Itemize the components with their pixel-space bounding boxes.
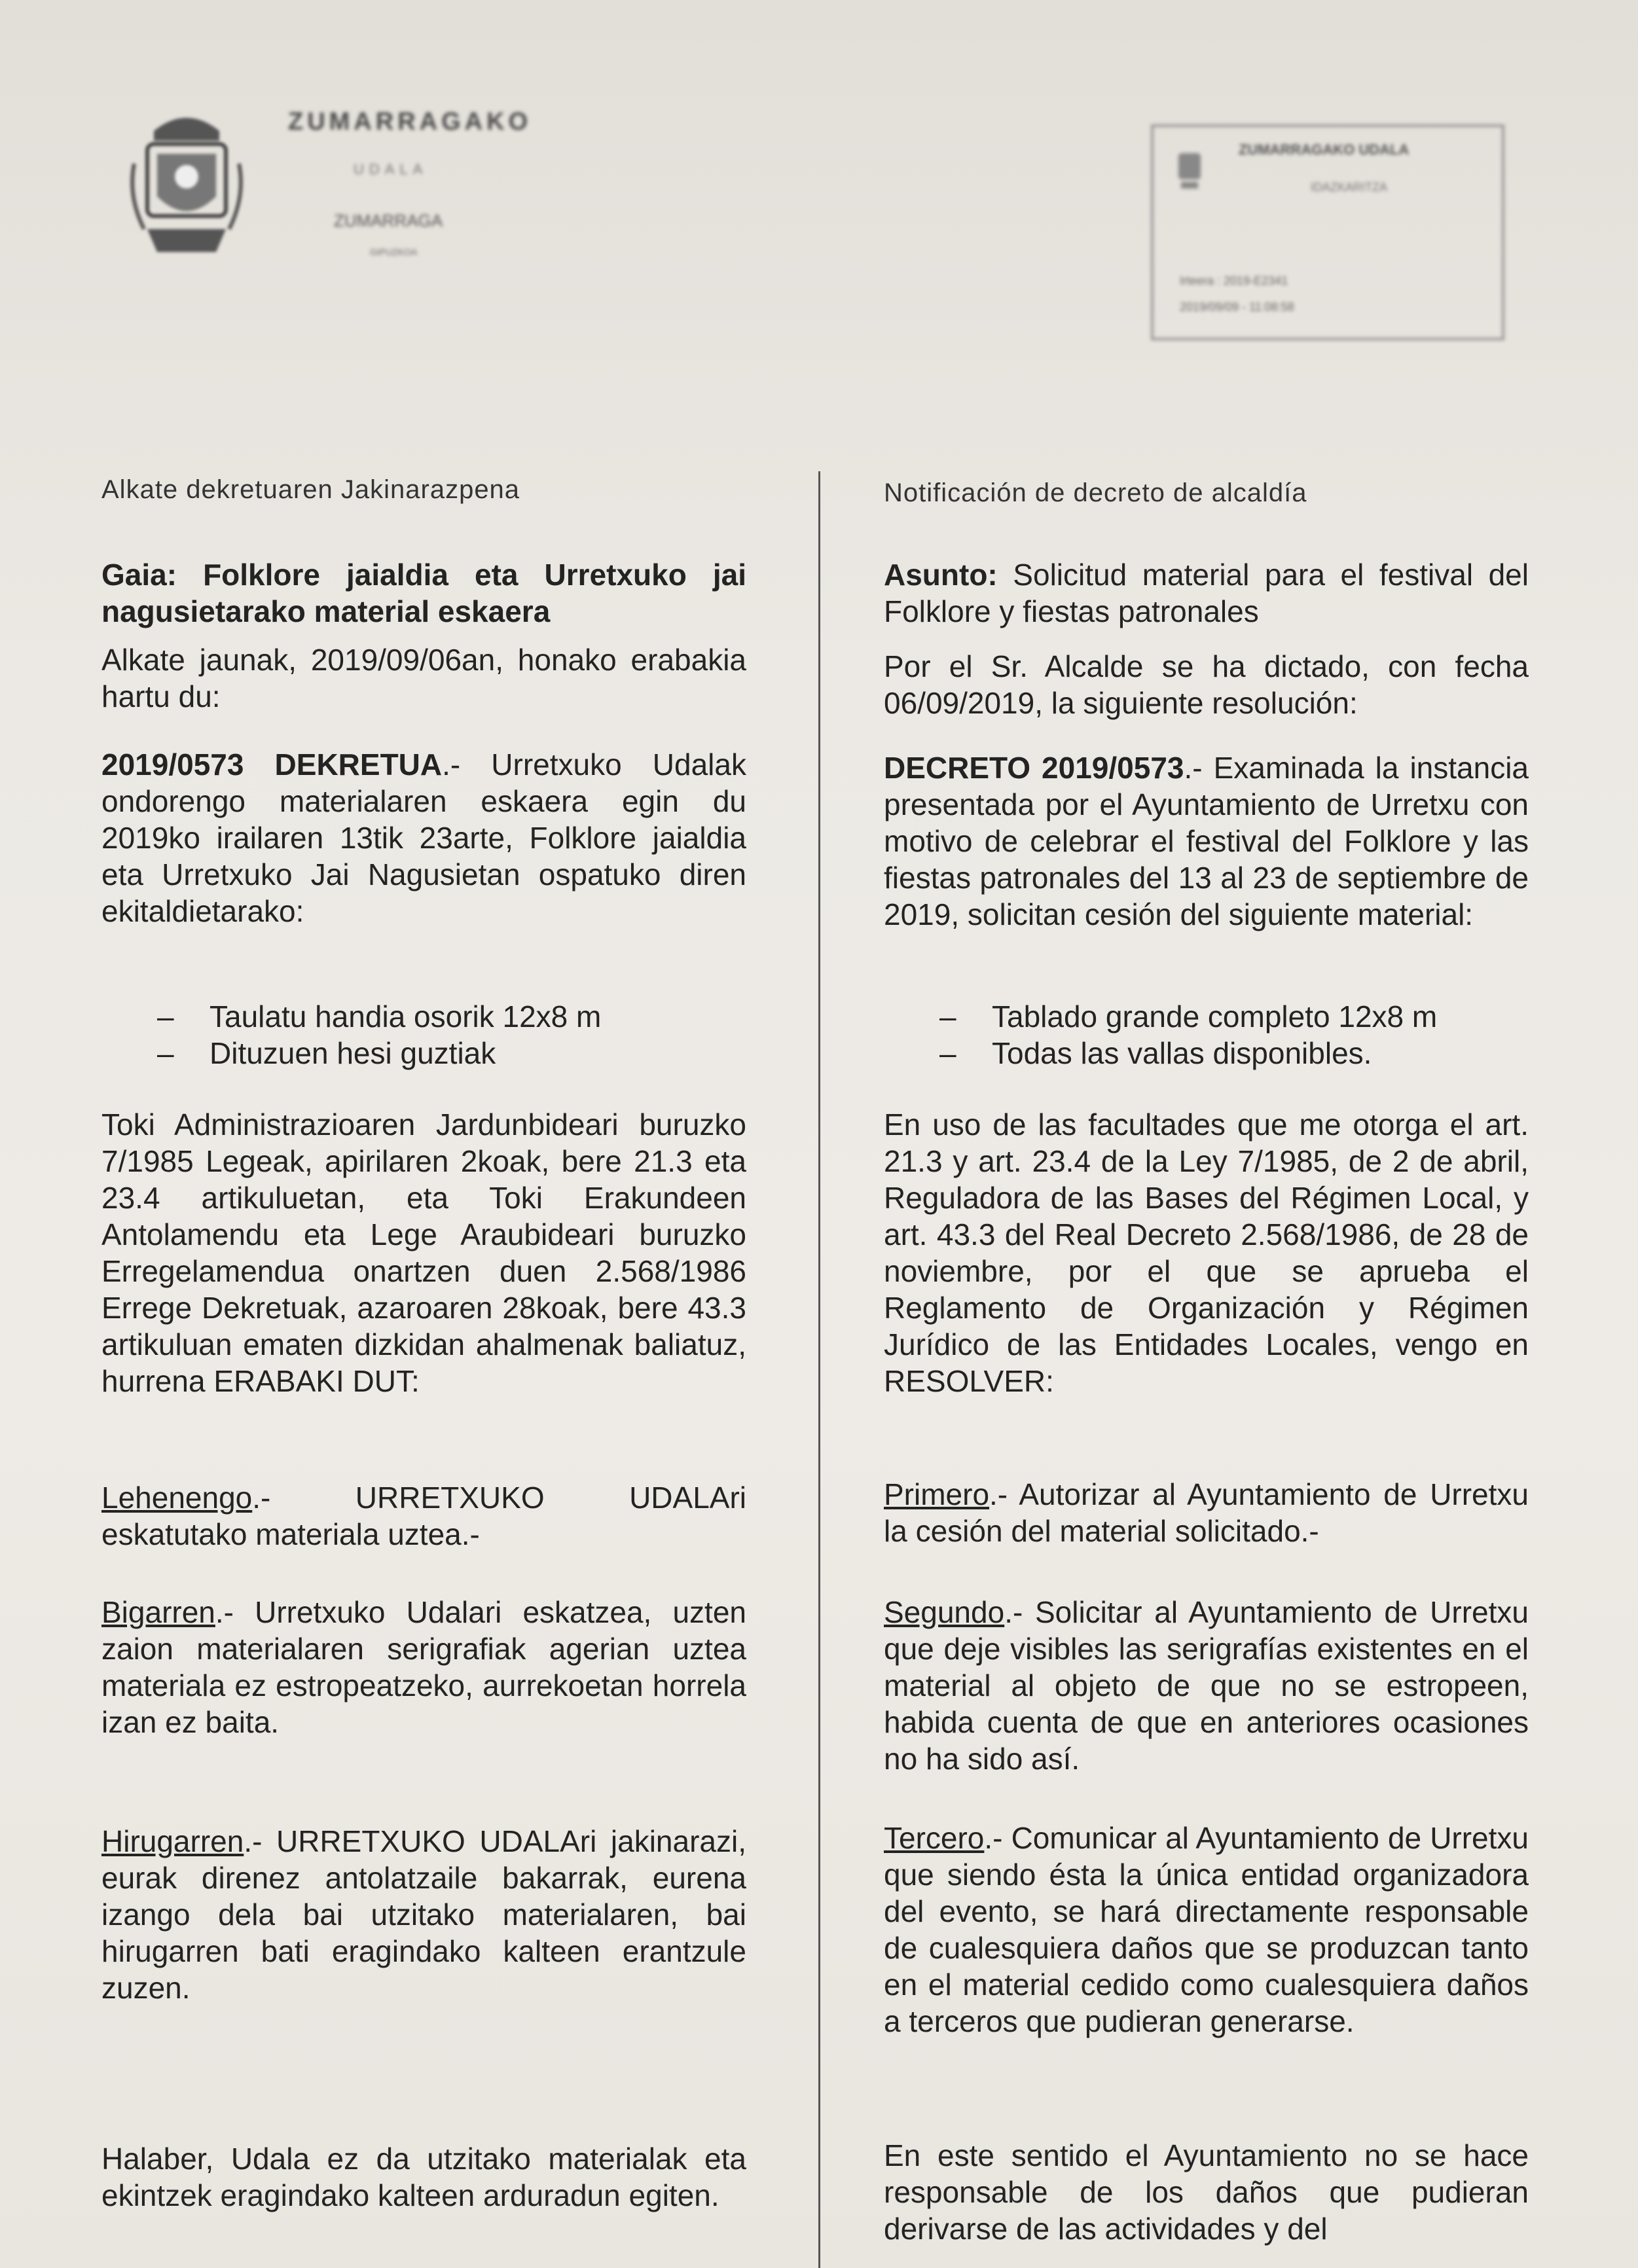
right-heading: Notificación de decreto de alcaldía bbox=[884, 478, 1307, 507]
left-first-text: .- URRETXUKO UDALAri eskatutako materiala uztea.- bbox=[101, 1481, 746, 1551]
municipality-udala: UDALA bbox=[354, 161, 428, 177]
right-decree-text: .- Examinada la instancia presentada por el Ayuntamiento de Urretxu con motivo de celebrar el festival del Folklore y las fiestas patronales del 13 al 23 de septiembre de 2019, solicitan cesión del siguiente material: bbox=[884, 751, 1529, 931]
left-first-resolution bbox=[101, 1479, 746, 1553]
left-decree-text: .- Urretxuko Udalak ondorengo materialaren eskaera egin du 2019ko irailaren 13tik 23arte, Folklore jaialdia eta Urretxuko Jai Nagusietan ospatuko diren ekitaldietarako: bbox=[101, 747, 746, 928]
right-second-label: Segundo bbox=[884, 1595, 1005, 1629]
municipality-town: ZUMARRAGA bbox=[334, 211, 443, 230]
left-intro: Alkate jaunak, 2019/09/06an, honako erabakia hartu du: bbox=[101, 643, 746, 713]
left-closing: Halaber, Udala ez da utzitako materialak eta ekintzek eragindako kalteen arduradun egiten. bbox=[101, 2142, 746, 2212]
column-divider bbox=[818, 471, 820, 2268]
right-subject-text: Solicitud material para el festival del Folklore y fiestas patronales bbox=[884, 558, 1529, 628]
stamp-entry-number: Irteera : 2019-E2341 bbox=[1180, 274, 1288, 287]
right-subject-label: Asunto: bbox=[884, 558, 998, 592]
left-first-label: Lehenengo bbox=[101, 1481, 253, 1515]
stamp-subtitle: IDAZKARITZA bbox=[1311, 181, 1388, 194]
list-item: – Taulatu handia osorik 12x8 m bbox=[157, 998, 746, 1035]
list-item: – Tablado grande completo 12x8 m bbox=[939, 998, 1529, 1035]
right-second-resolution bbox=[884, 1594, 1529, 1777]
right-third-resolution bbox=[884, 1820, 1529, 2040]
right-first-resolution bbox=[884, 1476, 1529, 1549]
right-subject bbox=[884, 556, 1529, 630]
right-third-text: .- Comunicar al Ayuntamiento de Urretxu que siendo ésta la única entidad organizadora del evento, se hará directamente responsable de cualesquiera daños que se produzcan tanto en el material cedido como cualesquiera daños a terceros que pudieran generarse. bbox=[884, 1821, 1529, 2038]
right-intro: Por el Sr. Alcalde se ha dictado, con fecha 06/09/2019, la siguiente resolución: bbox=[884, 649, 1529, 720]
left-third-resolution bbox=[101, 1823, 746, 2006]
stamp-title: ZUMARRAGAKO UDALA bbox=[1239, 141, 1410, 158]
municipality-header bbox=[288, 108, 550, 257]
left-third-text: .- URRETXUKO UDALAri jakinarazi, eurak direnez antolatzaile bakarrak, eurena izango dela bai utzitako materialaren, bai hirugarren bati eragindako kalteen erantzule zuzen. bbox=[101, 1824, 746, 2005]
right-third-label: Tercero bbox=[884, 1821, 985, 1855]
municipality-province: GIPUZKOA bbox=[370, 247, 418, 257]
stamp-crest-icon bbox=[1173, 147, 1206, 192]
right-first-label: Primero bbox=[884, 1477, 990, 1511]
list-item: – Todas las vallas disponibles. bbox=[939, 1035, 1529, 1071]
stamp-datetime: 2019/09/09 - 11:08:58 bbox=[1180, 300, 1294, 314]
left-third-label: Hirugarren bbox=[101, 1824, 244, 1858]
municipality-name: ZUMARRAGAKO bbox=[288, 108, 532, 135]
registry-stamp bbox=[1151, 124, 1504, 340]
right-first-text: .- Autorizar al Ayuntamiento de Urretxu la cesión del material solicitado.- bbox=[884, 1477, 1529, 1548]
list-item: – Dituzuen hesi guztiak bbox=[157, 1035, 746, 1071]
left-subject: Gaia: Folklore jaialdia eta Urretxuko jai nagusietarako material eskaera bbox=[101, 558, 746, 628]
left-second-text: .- Urretxuko Udalari eskatzea, uzten zaion materialaren serigrafiak agerian uztea materiala ez estropeatzeko, aurrekoetan horrela izan ez baita. bbox=[101, 1595, 746, 1739]
right-second-text: .- Solicitar al Ayuntamiento de Urretxu que deje visibles las serigrafías existentes en el material al objeto de que no se estropeen, habida cuenta de que en anteriores ocasiones no ha sido así. bbox=[884, 1595, 1529, 1776]
right-closing: En este sentido el Ayuntamiento no se hace responsable de los daños que pudieran derivarse de las actividades y del bbox=[884, 2138, 1529, 2246]
left-second-label: Bigarren bbox=[101, 1595, 215, 1629]
left-decree bbox=[101, 746, 746, 929]
right-decree bbox=[884, 749, 1529, 933]
municipal-crest-logo bbox=[128, 105, 246, 259]
left-legal-basis: Toki Administrazioaren Jardunbideari buruzko 7/1985 Legeak, apirilaren 2koak, bere 21.3 eta 23.4 artikuluetan, eta Toki Erakundeen Antolamendu eta Lege Araubideari buruzko Erregelamendua onartzen duen 2.568/1986 Errege Dekretuak, azaroaren 28koak, bere 43.3 artikuluan ematen dizkidan ahalmenak baliatuz, hurrena ERABAKI DUT: bbox=[101, 1107, 746, 1398]
left-second-resolution bbox=[101, 1594, 746, 1740]
left-material-list bbox=[101, 998, 746, 1071]
right-decree-label: DECRETO 2019/0573 bbox=[884, 751, 1184, 785]
left-heading: Alkate dekretuaren Jakinarazpena bbox=[101, 475, 520, 504]
right-material-list bbox=[884, 998, 1529, 1071]
left-decree-label: 2019/0573 DEKRETUA bbox=[101, 747, 443, 782]
right-legal-basis: En uso de las facultades que me otorga el art. 21.3 y art. 23.4 de la Ley 7/1985, de 2 de abril, Reguladora de las Bases del Régimen Local, y art. 43.3 del Real Decreto 2.568/1986, de 28 de noviembre, por el que se aprueba el Reglamento de Organización y Régimen Jurídico de las Entidades Locales, vengo en RESOLVER: bbox=[884, 1107, 1529, 1398]
